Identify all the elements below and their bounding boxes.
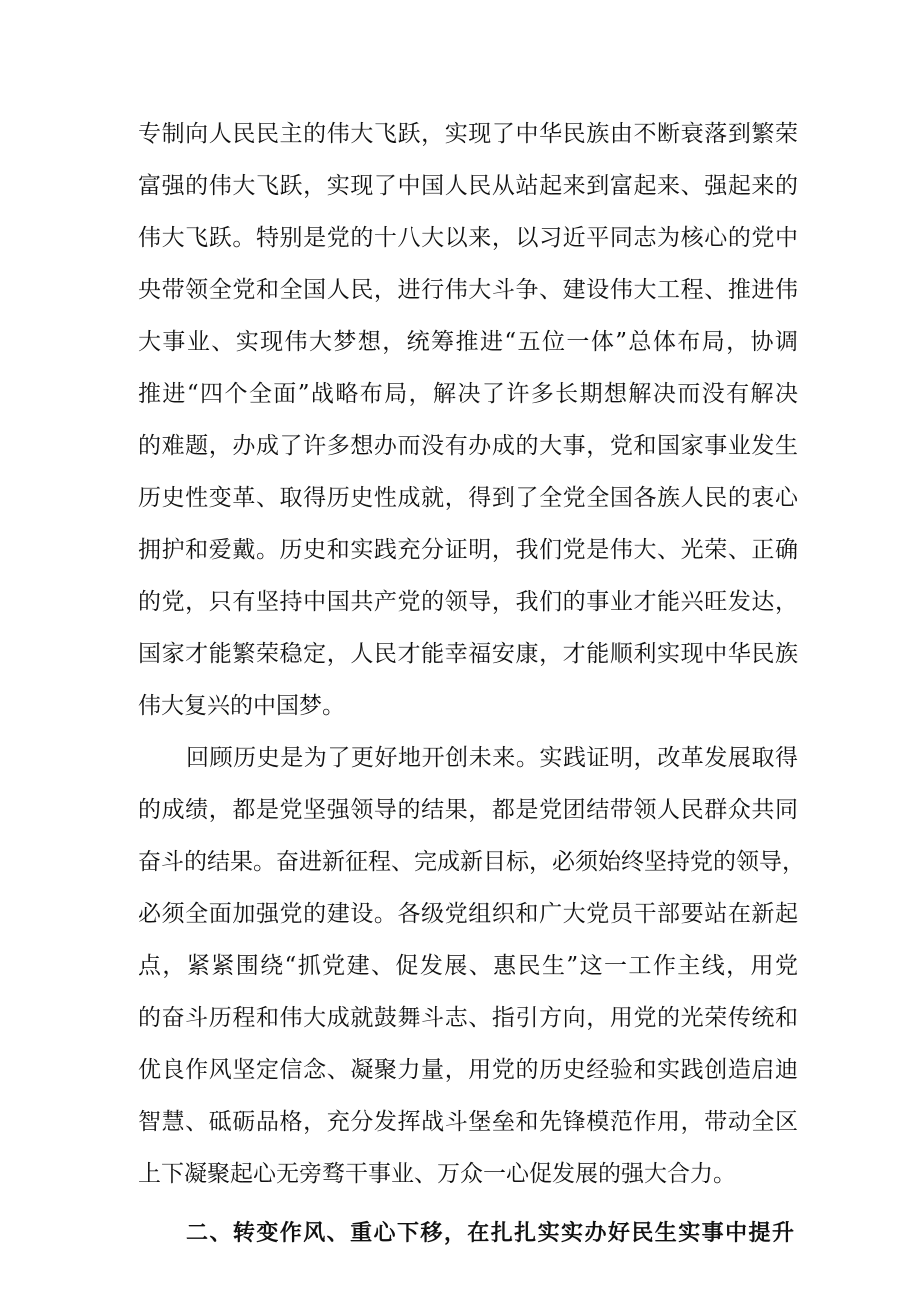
paragraph-2-line-2: 的成绩，都是党坚强领导的结果，都是党团结带领人民群众共同 — [138, 797, 798, 823]
paragraph-1-line-7: 的难题，办成了许多想办而没有办成的大事，党和国家事业发生 — [138, 433, 798, 459]
paragraph-2-line-7: 优良作风坚定信念、凝聚力量，用党的历史经验和实践创造启迪 — [138, 1057, 798, 1083]
paragraph-1-line-2: 富强的伟大飞跃，实现了中国人民从站起来到富起来、强起来的 — [138, 173, 798, 199]
paragraph-1-line-9: 拥护和爱戴。历史和实践充分证明，我们党是伟大、光荣、正确 — [138, 537, 798, 563]
paragraph-1-line-6: 推进“四个全面”战略布局，解决了许多长期想解决而没有解决 — [138, 381, 798, 407]
paragraph-1-line-5: 大事业、实现伟大梦想，统筹推进“五位一体”总体布局，协调 — [138, 329, 798, 355]
paragraph-2-line-8: 智慧、砥砺品格，充分发挥战斗堡垒和先锋模范作用，带动全区 — [138, 1109, 798, 1135]
paragraph-1-line-4: 央带领全党和全国人民，进行伟大斗争、建设伟大工程、推进伟 — [138, 277, 798, 303]
paragraph-2-line-5: 点，紧紧围绕“抓党建、促发展、惠民生”这一工作主线，用党 — [138, 953, 798, 979]
paragraph-2-line-3: 奋斗的结果。奋进新征程、完成新目标，必须始终坚持党的领导， — [138, 849, 805, 875]
paragraph-2-line-4: 必须全面加强党的建设。各级党组织和广大党员干部要站在新起 — [138, 901, 798, 927]
section-heading: 二、转变作风、重心下移，在扎扎实实办好民生实事中提升 — [186, 1221, 794, 1246]
paragraph-2-line-6: 的奋斗历程和伟大成就鼓舞斗志、指引方向，用党的光荣传统和 — [138, 1005, 798, 1031]
paragraph-1-line-12: 伟大复兴的中国梦。 — [138, 693, 345, 719]
paragraph-2-line-9: 上下凝聚起心无旁骛干事业、万众一心促发展的强大合力。 — [138, 1161, 736, 1187]
paragraph-1-line-3: 伟大飞跃。特别是党的十八大以来，以习近平同志为核心的党中 — [138, 225, 798, 251]
paragraph-1-line-8: 历史性变革、取得历史性成就，得到了全党全国各族人民的衷心 — [138, 485, 798, 511]
paragraph-1-line-1: 专制向人民民主的伟大飞跃，实现了中华民族由不断衰落到繁荣 — [138, 121, 798, 147]
paragraph-2-line-1: 回顾历史是为了更好地开创未来。实践证明，改革发展取得 — [186, 745, 798, 771]
paragraph-1-line-11: 国家才能繁荣稳定，人民才能幸福安康，才能顺利实现中华民族 — [138, 641, 798, 667]
paragraph-1-line-10: 的党，只有坚持中国共产党的领导，我们的事业才能兴旺发达， — [138, 589, 798, 615]
